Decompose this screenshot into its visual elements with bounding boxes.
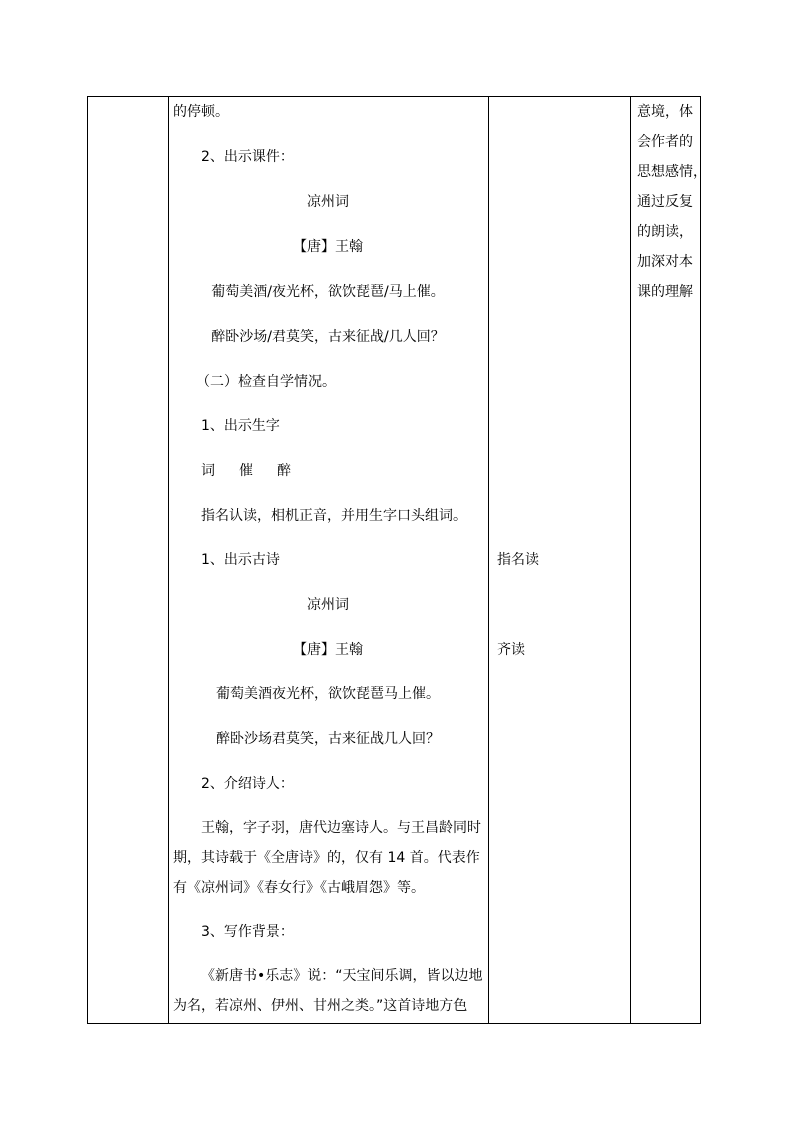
activity-text: 齐读: [497, 642, 525, 658]
intent-line: 思想感情，: [637, 164, 707, 180]
poem-verse: 醉卧沙场君莫笑，古来征战几人回？: [216, 731, 440, 747]
empty-first-column: [88, 97, 168, 1023]
text-line: 1、出示古诗: [201, 552, 280, 568]
paragraph-line: 王翰，字子羽，唐代边塞诗人。与王昌龄同时: [201, 820, 481, 836]
text-line: 的停顿。: [173, 104, 229, 120]
character: 催: [239, 463, 253, 479]
paragraph-line: 为名，若凉州、伊州、甘州之类。”这首诗地方色: [173, 998, 468, 1014]
text-line: 2、介绍诗人：: [201, 776, 294, 792]
poem-verse: 醉卧沙场/君莫笑，古来征战/几人回？: [211, 329, 445, 345]
text-line: 1、出示生字: [201, 418, 280, 434]
teaching-content-cell: [168, 97, 488, 1023]
text-line: 指名认读，相机正音，并用生字口头组词。: [201, 508, 467, 524]
lesson-table: [87, 96, 707, 1024]
text-line: 2、出示课件：: [201, 149, 294, 165]
section-heading: （二）检查自学情况。: [196, 374, 336, 390]
intent-line: 通过反复: [637, 194, 693, 210]
text-line: 3、写作背景：: [201, 924, 294, 940]
poem-title: 凉州词: [307, 194, 349, 210]
new-characters: [201, 462, 291, 480]
poem-author: 【唐】王翰: [293, 642, 363, 658]
poem-verse: 葡萄美酒/夜光杯，欲饮琵琶/马上催。: [211, 284, 445, 300]
activity-text: 指名读: [497, 552, 539, 568]
character: 词: [201, 463, 215, 479]
paragraph-line: 有《凉州词》《春女行》《古峨眉怨》等。: [173, 880, 425, 896]
poem-verse: 葡萄美酒夜光杯，欲饮琵琶马上催。: [216, 686, 440, 702]
intent-line: 会作者的: [637, 134, 693, 150]
character: 醉: [277, 463, 291, 479]
student-activity-cell: [489, 97, 630, 1023]
intent-line: 课的理解: [637, 284, 693, 300]
design-intent-cell: [631, 97, 707, 1023]
paragraph-line: 《新唐书•乐志》说：“天宝间乐调，皆以边地: [201, 968, 483, 984]
intent-line: 的朗读，: [637, 224, 693, 240]
poem-author: 【唐】王翰: [293, 239, 363, 255]
intent-line: 意境，体: [637, 104, 693, 120]
paragraph-line: 期，其诗载于《全唐诗》的，仅有 14 首。代表作: [173, 850, 480, 866]
poem-title: 凉州词: [307, 597, 349, 613]
intent-line: 加深对本: [637, 254, 693, 270]
